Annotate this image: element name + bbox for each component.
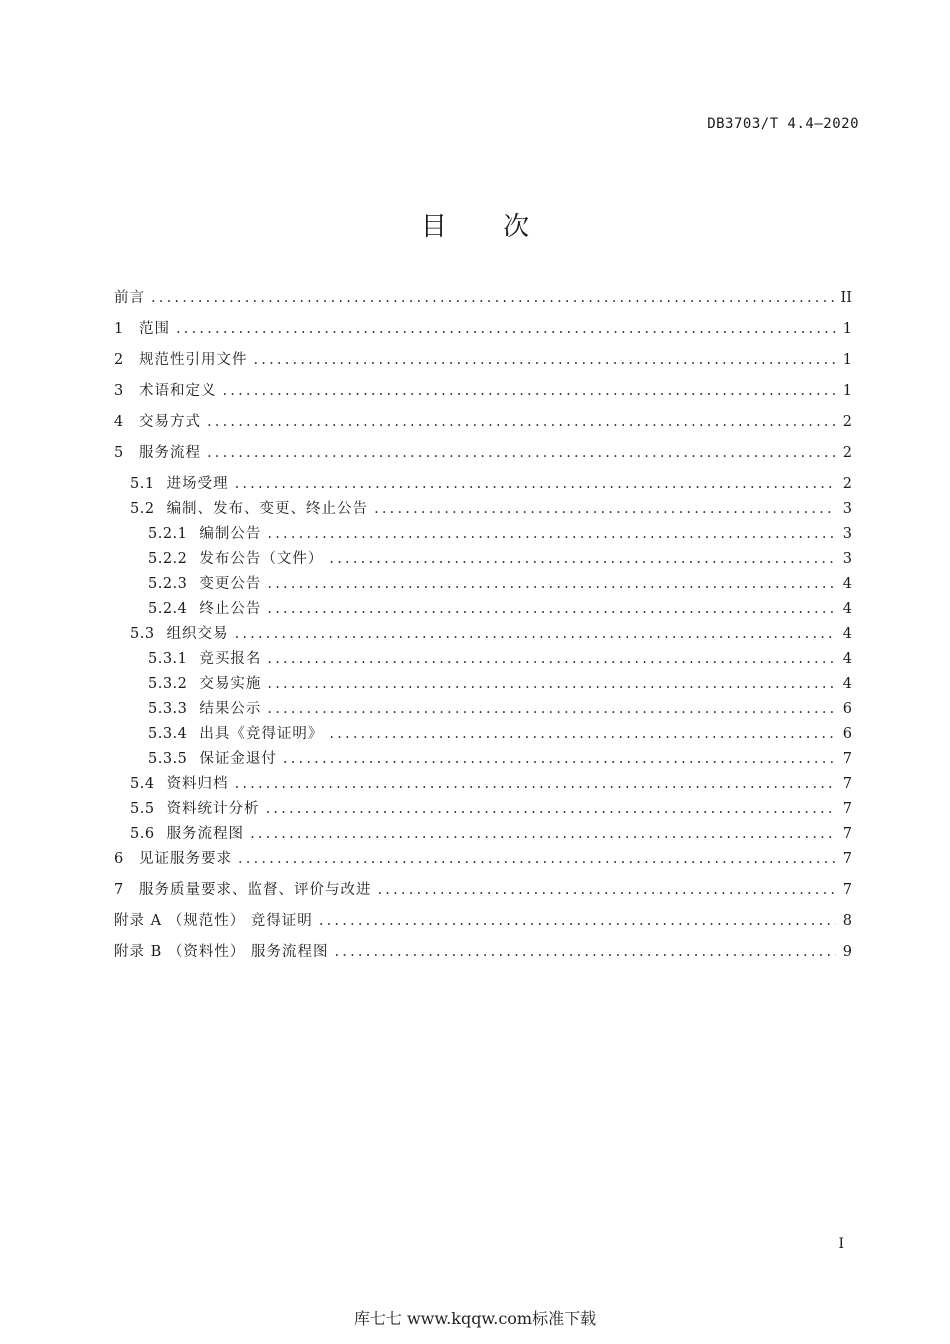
toc-entry-label: 术语和定义 <box>139 383 217 399</box>
dot-leader <box>267 651 836 667</box>
toc-entry[interactable] <box>114 497 852 522</box>
toc-entry-page: 7 <box>842 826 852 842</box>
toc-entry-page: 7 <box>842 801 852 817</box>
toc-entry-number: 5.3.2 <box>148 676 188 692</box>
toc-entry[interactable] <box>114 522 852 547</box>
toc-entry[interactable] <box>114 379 852 410</box>
toc-entry-label: 终止公告 <box>199 601 262 617</box>
toc-entry-number: 5.3.4 <box>148 726 188 742</box>
toc-entry-label: 交易实施 <box>199 676 262 692</box>
toc-entry-label: 编制、发布、变更、终止公告 <box>166 501 369 517</box>
toc-entry[interactable] <box>114 317 852 348</box>
dot-leader <box>207 414 836 430</box>
toc-entry-page: 4 <box>842 601 852 617</box>
toc-entry-page: 4 <box>842 676 852 692</box>
toc-entry[interactable] <box>114 909 852 940</box>
toc-entry-page: 1 <box>842 352 852 368</box>
dot-leader <box>267 576 836 592</box>
toc-entry-page: 8 <box>842 913 852 929</box>
toc-entry-page: 1 <box>842 321 852 337</box>
table-of-contents <box>114 286 852 971</box>
toc-entry-page: 7 <box>842 882 852 898</box>
toc-entry-page: 2 <box>842 445 852 461</box>
toc-entry-page: 6 <box>842 726 852 742</box>
toc-entry[interactable] <box>114 597 852 622</box>
toc-entry-label: 保证金退付 <box>199 751 277 767</box>
toc-entry-page: 4 <box>842 576 852 592</box>
toc-entry-label: 出具《竞得证明》 <box>199 726 324 742</box>
toc-entry-page: 9 <box>842 944 852 960</box>
dot-leader <box>207 445 836 461</box>
toc-entry-page: 4 <box>842 626 852 642</box>
page-title: 目 次 <box>420 212 554 242</box>
toc-entry[interactable] <box>114 441 852 472</box>
toc-entry-label: 范围 <box>139 321 170 337</box>
toc-entry-page: II <box>840 290 852 306</box>
toc-entry-label: 见证服务要求 <box>139 851 232 867</box>
toc-entry[interactable] <box>114 772 852 797</box>
toc-entry-label: 附录 B （资料性） 服务流程图 <box>114 944 329 960</box>
toc-entry-number: 5.3.5 <box>148 751 188 767</box>
toc-entry-page: 3 <box>842 501 852 517</box>
toc-entry[interactable] <box>114 622 852 647</box>
toc-entry[interactable] <box>114 940 852 971</box>
dot-leader <box>378 882 837 898</box>
toc-entry-page: 6 <box>842 701 852 717</box>
dot-leader <box>235 626 836 642</box>
toc-entry-number: 5.4 <box>130 776 155 792</box>
toc-entry-page: 3 <box>842 551 852 567</box>
dot-leader <box>283 751 836 767</box>
dot-leader <box>374 501 836 517</box>
toc-entry[interactable] <box>114 547 852 572</box>
toc-entry-page: 1 <box>842 383 852 399</box>
watermark-text: 库七七 www.kqqw.com标准下载 <box>353 1309 597 1328</box>
toc-entry-label: 组织交易 <box>166 626 229 642</box>
toc-entry-label: 前言 <box>114 290 145 306</box>
toc-entry[interactable] <box>114 472 852 497</box>
toc-entry[interactable] <box>114 747 852 772</box>
toc-entry-number: 7 <box>114 882 124 898</box>
dot-leader <box>266 801 836 817</box>
dot-leader <box>329 551 836 567</box>
toc-entry-label: 服务质量要求、监督、评价与改进 <box>139 882 372 898</box>
toc-entry[interactable] <box>114 722 852 747</box>
toc-entry-number: 3 <box>114 383 124 399</box>
toc-entry-label: 服务流程图 <box>166 826 245 842</box>
toc-entry-number: 4 <box>114 414 124 430</box>
dot-leader <box>254 352 837 368</box>
toc-entry-number: 5.3.3 <box>148 701 188 717</box>
toc-entry-number: 5.3.1 <box>148 651 188 667</box>
toc-entry-number: 5.2 <box>130 501 155 517</box>
toc-entry[interactable] <box>114 647 852 672</box>
toc-entry-page: 2 <box>842 414 852 430</box>
dot-leader <box>238 851 836 867</box>
toc-entry[interactable] <box>114 697 852 722</box>
toc-entry[interactable] <box>114 410 852 441</box>
toc-entry-number: 5.1 <box>130 476 155 492</box>
toc-entry[interactable] <box>114 878 852 909</box>
toc-entry[interactable] <box>114 822 852 847</box>
dot-leader <box>329 726 836 742</box>
toc-entry-label: 进场受理 <box>166 476 229 492</box>
toc-entry-number: 5.2.2 <box>148 551 188 567</box>
dot-leader <box>176 321 836 337</box>
toc-entry-label: 资料统计分析 <box>166 801 260 817</box>
toc-entry-number: 5.5 <box>130 801 155 817</box>
toc-entry-number: 5 <box>114 445 124 461</box>
toc-entry-page: 7 <box>842 751 852 767</box>
toc-entry-label: 竞买报名 <box>199 651 262 667</box>
toc-entry-label: 资料归档 <box>166 776 229 792</box>
toc-entry-number: 2 <box>114 352 124 368</box>
toc-entry-number: 5.2.3 <box>148 576 188 592</box>
toc-entry[interactable] <box>114 572 852 597</box>
dot-leader <box>151 290 835 306</box>
toc-entry-page: 7 <box>842 776 852 792</box>
toc-entry-label: 服务流程 <box>139 445 201 461</box>
dot-leader <box>267 601 836 617</box>
dot-leader <box>267 701 836 717</box>
dot-leader <box>319 913 836 929</box>
toc-entry-label: 变更公告 <box>199 576 262 592</box>
toc-entry-number: 5.3 <box>130 626 155 642</box>
dot-leader <box>235 776 836 792</box>
page-number: I <box>838 1236 844 1252</box>
toc-entry-number: 5.2.1 <box>148 526 188 542</box>
toc-entry-label: 规范性引用文件 <box>139 352 248 368</box>
toc-entry-label: 结果公示 <box>199 701 262 717</box>
toc-entry[interactable] <box>114 672 852 697</box>
toc-entry-number: 6 <box>114 851 124 867</box>
dot-leader <box>334 944 836 960</box>
toc-entry-number: 1 <box>114 321 124 337</box>
dot-leader <box>223 383 837 399</box>
dot-leader <box>267 526 836 542</box>
document-code: DB3703/T 4.4—2020 <box>707 116 859 132</box>
toc-entry-page: 3 <box>842 526 852 542</box>
toc-entry-label: 发布公告（文件） <box>199 551 324 567</box>
toc-entry[interactable] <box>114 348 852 379</box>
toc-entry-label: 编制公告 <box>199 526 262 542</box>
toc-entry-label: 交易方式 <box>139 414 201 430</box>
toc-entry-number: 5.6 <box>130 826 155 842</box>
toc-entry[interactable] <box>114 797 852 822</box>
toc-entry-page: 7 <box>842 851 852 867</box>
toc-entry-page: 4 <box>842 651 852 667</box>
toc-entry-page: 2 <box>842 476 852 492</box>
toc-entry-label: 附录 A （规范性） 竞得证明 <box>114 913 313 929</box>
dot-leader <box>250 826 836 842</box>
dot-leader <box>267 676 836 692</box>
toc-entry[interactable] <box>114 847 852 878</box>
toc-entry-number: 5.2.4 <box>148 601 188 617</box>
toc-entry[interactable] <box>114 286 852 317</box>
dot-leader <box>235 476 836 492</box>
